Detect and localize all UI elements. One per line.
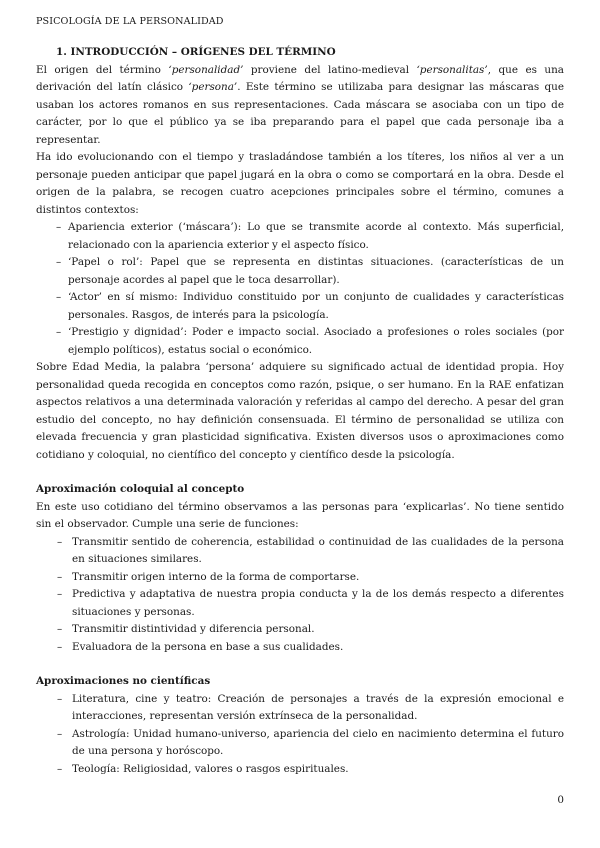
section-heading-introduccion: 1. INTRODUCCIÓN – ORÍGENES DEL TÉRMINO — [56, 46, 336, 58]
text-run: El origen del término — [36, 63, 169, 76]
no-cientificas-list — [36, 691, 564, 779]
list-item: – ‘Papel o rol’: Papel que se representa en distintas situaciones. (características de un personaje acordes al papel que le toca desarrollar). — [36, 254, 564, 289]
term-personalitas: ‘personalitas’ — [416, 63, 488, 76]
text-run: , que es una derivación del latín clásico — [36, 63, 564, 93]
running-header: PSICOLOGÍA DE LA PERSONALIDAD — [36, 16, 224, 27]
list-item: – Transmitir distintividad y diferencia personal. — [36, 621, 564, 639]
term-persona: ‘persona’ — [188, 81, 238, 93]
section-heading-coloquial: Aproximación coloquial al concepto — [36, 483, 245, 495]
text-run: proviene del latino-medieval — [243, 63, 417, 76]
term-personalidad: ‘personalidad’ — [168, 63, 244, 76]
list-item: – Transmitir sentido de coherencia, estabilidad o continuidad de las cualidades de la persona en situaciones similares. — [36, 534, 564, 569]
list-item: – Predictiva y adaptativa de nuestra propia conducta y la de los demás respecto a diferentes situaciones y personas. — [36, 586, 564, 621]
list-item: – Apariencia exterior (‘máscara’): Lo que se transmite acorde al contexto. Más superficial, relacionado con la apariencia exterior y el aspecto físico. — [36, 219, 564, 254]
document-body — [36, 44, 564, 778]
list-item: – Teología: Religiosidad, valores o rasgos espirituales. — [36, 761, 564, 779]
paragraph-coloquial-intro: En este uso cotidiano del término observamos a las personas para ‘explicarlas’. No tiene sentido sin el observador. Cumple una serie de funciones: — [36, 500, 564, 530]
funciones-list — [36, 534, 564, 657]
list-item: – ‘Actor’ en sí mismo: Individuo constituido por un conjunto de cualidades y características personales. Rasgos, de interés para la psicología. — [36, 289, 564, 324]
list-item: – Transmitir origen interno de la forma de comportarse. — [36, 569, 564, 587]
list-item: – Literatura, cine y teatro: Creación de personajes a través de la expresión emocional e interacciones, representan versión extrínseca de la personalidad. — [36, 691, 564, 726]
acepciones-list — [36, 219, 564, 359]
paragraph-evolution: Ha ido evolucionando con el tiempo y trasladándose también a los títeres, los niños al ver a un personaje pueden anticipar que papel jugará en la obra o como se comportará en la obra. Desde el origen de la palabra, se recogen cuatro acepciones principales sobre el término, comunes a distintos contextos: — [36, 151, 564, 216]
page-number: 0 — [557, 794, 564, 806]
section-heading-no-cientificas: Aproximaciones no científicas — [36, 675, 211, 687]
paragraph-origin — [36, 62, 564, 150]
list-item: – Astrología: Unidad humano-universo, apariencia del cielo en nacimiento determina el futuro de una persona y horóscopo. — [36, 726, 564, 761]
list-item: – ‘Prestigio y dignidad’: Poder e impacto social. Asociado a profesiones o roles sociales (por ejemplo políticos), estatus social o económico. — [36, 324, 564, 359]
text-run: . Este término se utilizaba para designar las máscaras que usaban los actores romanos en sus representaciones. Cada máscara se asociaba con un tipo de carácter, por lo que el público ya se iba preparando para el papel que cada personaje iba a representar. — [36, 81, 564, 146]
list-item: – Evaluadora de la persona en base a sus cualidades. — [36, 639, 564, 657]
paragraph-edad-media: Sobre Edad Media, la palabra ‘persona’ adquiere su significado actual de identidad propia. Hoy personalidad queda recogida en conceptos como razón, psique, o ser humano. En la RAE enfatizan aspectos relativos a una determinada valoración y referidas al campo del derecho. A pesar del gran estudio del concepto, no hay definición consensuada. El término de personalidad se utiliza con elevada frecuencia y gran plasticidad significativa. Existen diversos usos o aproximaciones como cotidiano y coloquial, no científico del concepto y científico desde la psicología. — [36, 361, 564, 461]
